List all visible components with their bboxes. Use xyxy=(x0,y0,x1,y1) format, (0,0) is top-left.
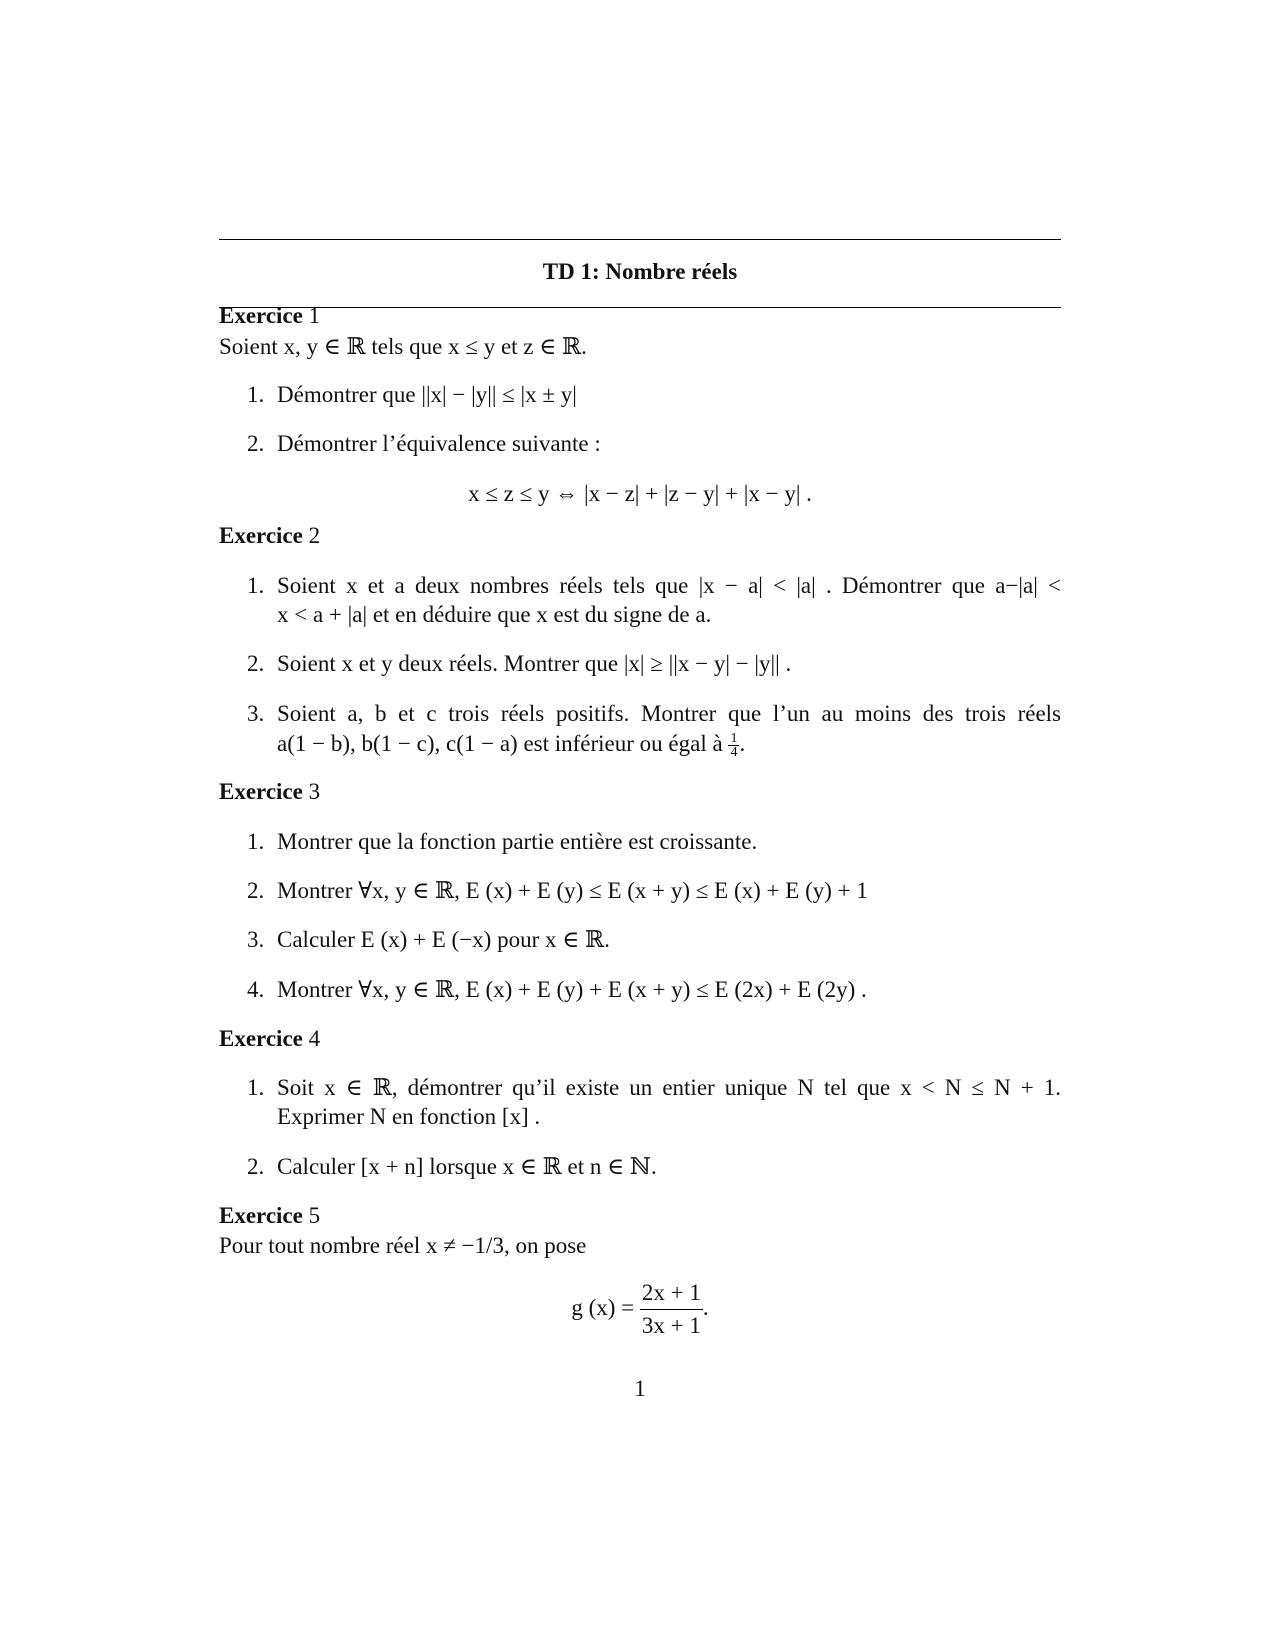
exercise-4-heading xyxy=(219,1024,320,1054)
exercise-5-display-equation xyxy=(219,1275,1061,1342)
exercise-4-item-1-line-2: Exprimer N en fonction [x] . xyxy=(277,1104,541,1129)
item-number: 2. xyxy=(247,431,265,456)
function-fraction xyxy=(640,1277,703,1342)
exercise-2-item-1-line-2: x < a + |a| et en déduire que x est du signe de a. xyxy=(277,602,712,627)
exercise-2-item-1-line-1: Soient x et a deux nombres réels tels que |x − a| < |a| . Démontrer que a−|a| < xyxy=(277,573,1061,598)
exercise-2-heading xyxy=(219,521,320,551)
exercise-3-item-3: Calculer E (x) + E (−x) pour x ∈ ℝ. xyxy=(277,927,610,952)
exercise-5-heading xyxy=(219,1201,320,1231)
item-number: 1. xyxy=(247,382,265,407)
exercise-1-item-2: Démontrer l’équivalence suivante : xyxy=(277,431,601,456)
item-number: 2. xyxy=(247,651,265,676)
exercise-2-item-2: Soient x et y deux réels. Montrer que |x| ≥ ||x − y| − |y|| . xyxy=(277,651,792,676)
exercise-1-intro: Soient x, y ∈ ℝ tels que x ≤ y et z ∈ ℝ. xyxy=(219,334,587,359)
exercise-number: 4 xyxy=(308,1026,321,1051)
exercise-1-display-equation: x ≤ z ≤ y ⇔ |x − z| + |z − y| + |x − y| . xyxy=(468,481,812,506)
exercise-2-item-3-line-2 xyxy=(277,729,745,759)
equation-end: . xyxy=(702,1295,709,1320)
item-number: 1. xyxy=(247,1075,265,1100)
page-number: 1 xyxy=(634,1376,646,1401)
exercise-label: Exercice xyxy=(219,303,303,328)
fraction-numerator: 2x + 1 xyxy=(640,1277,703,1310)
exercise-3-heading xyxy=(219,777,320,807)
exercise-number: 1 xyxy=(308,303,321,328)
exercise-label: Exercice xyxy=(219,779,303,804)
function-lhs: g (x) = xyxy=(571,1295,635,1320)
fraction-numerator: 1 xyxy=(730,731,738,747)
exercise-label: Exercice xyxy=(219,1026,303,1051)
exercise-label: Exercice xyxy=(219,523,303,548)
exercise-3-item-2: Montrer ∀x, y ∈ ℝ, E (x) + E (y) ≤ E (x + y) ≤ E (x) + E (y) + 1 xyxy=(277,878,868,903)
exercise-1-item-1: Démontrer que ||x| − |y|| ≤ |x ± y| xyxy=(277,382,577,407)
item-number: 4. xyxy=(247,977,265,1002)
fraction-denominator: 4 xyxy=(730,745,738,761)
exercise-3-item-4: Montrer ∀x, y ∈ ℝ, E (x) + E (y) + E (x + y) ≤ E (2x) + E (2y) . xyxy=(277,977,867,1002)
fraction-one-quarter xyxy=(728,732,739,759)
exercise-4-item-2: Calculer [x + n] lorsque x ∈ ℝ et n ∈ ℕ. xyxy=(277,1154,657,1179)
exercise-4-item-1-line-1: Soit x ∈ ℝ, démontrer qu’il existe un entier unique N tel que x < N ≤ N + 1. xyxy=(277,1075,1061,1100)
exercise-label: Exercice xyxy=(219,1203,303,1228)
exercise-5-intro: Pour tout nombre réel x ≠ −1/3, on pose xyxy=(219,1233,587,1258)
item-number: 2. xyxy=(247,878,265,903)
item-number: 2. xyxy=(247,1154,265,1179)
top-rule xyxy=(219,239,1061,240)
fraction-denominator: 3x + 1 xyxy=(641,1313,701,1339)
exercise-2-item-3-line-1: Soient a, b et c trois réels positifs. Montrer que l’un au moins des trois réels xyxy=(277,701,1061,726)
exercise-number: 3 xyxy=(308,779,321,804)
exercise-3-item-1: Montrer que la fonction partie entière est croissante. xyxy=(277,829,758,854)
document-title: TD 1: Nombre réels xyxy=(542,259,738,284)
item-number: 3. xyxy=(247,927,265,952)
exercise-number: 5 xyxy=(308,1203,321,1228)
item-text-end: . xyxy=(739,731,746,756)
exercise-number: 2 xyxy=(308,523,321,548)
item-number: 1. xyxy=(247,829,265,854)
exercise-1-heading xyxy=(219,301,320,331)
item-number: 1. xyxy=(247,573,265,598)
title-bottom-rule xyxy=(219,307,1061,308)
item-number: 3. xyxy=(247,701,265,726)
item-text: a(1 − b), b(1 − c), c(1 − a) est inférieur ou égal à xyxy=(277,731,723,756)
